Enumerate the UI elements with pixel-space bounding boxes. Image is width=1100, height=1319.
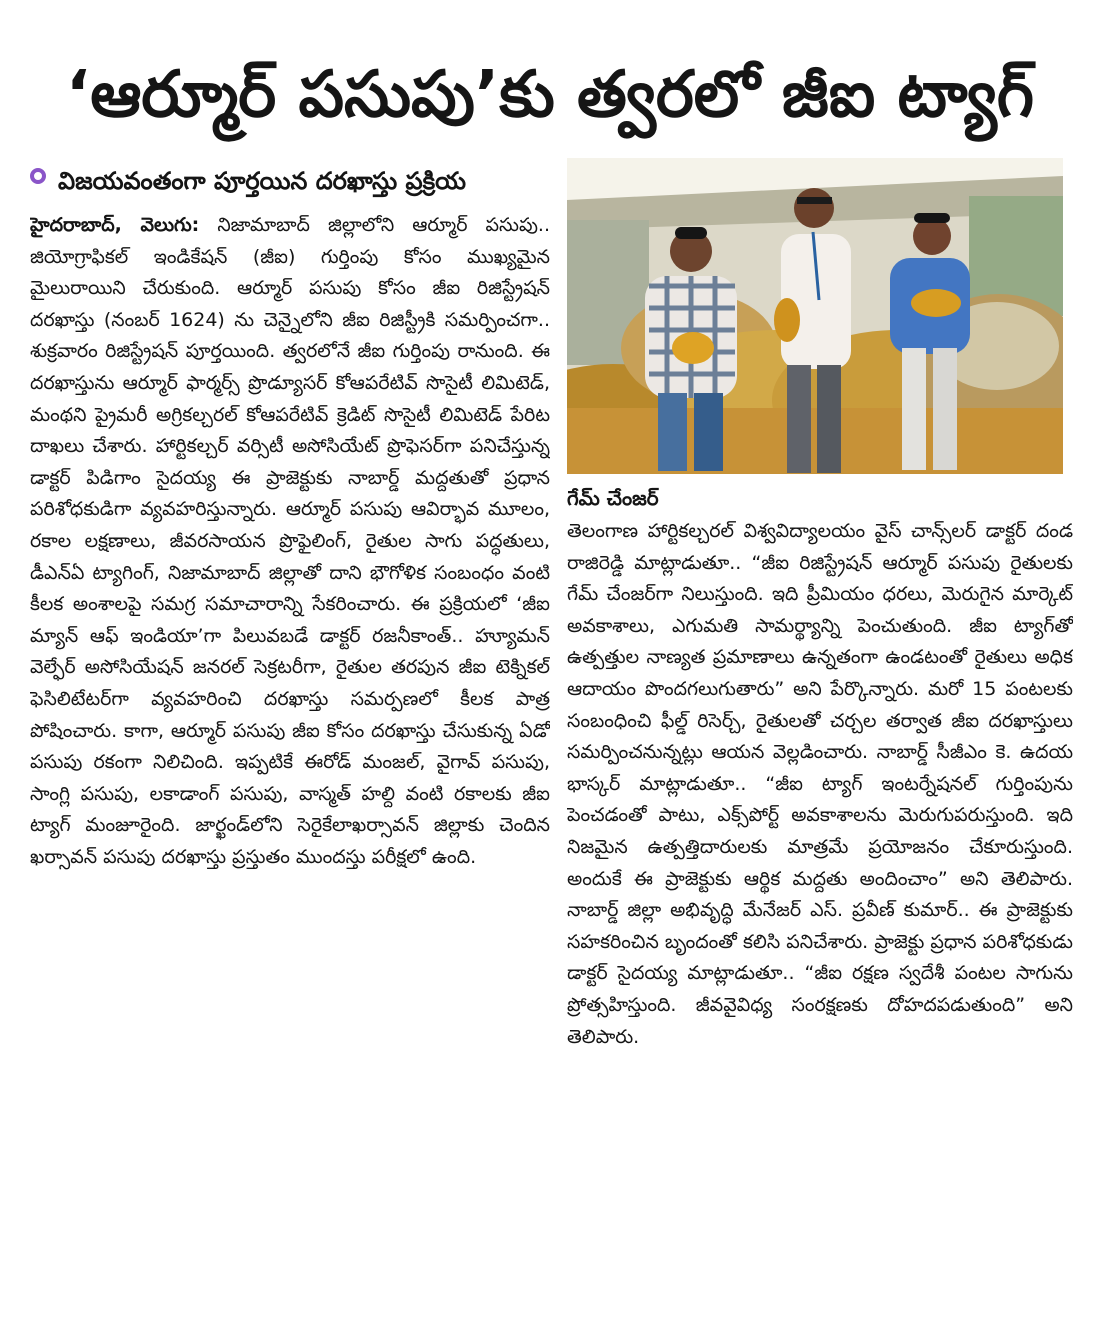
bullet-icon: [30, 168, 46, 184]
left-body: నిజామాబాద్ జిల్లాలోని ఆర్మూర్ పసుపు.. జియోగ్రాఫికల్ ఇండికేషన్ (జీఐ) గుర్తింపు కోసం ముఖ్యమైన మైలురాయిని చేరుకుంది. ఆర్మూర్ పసుపు కోసం జీఐ రిజిస్ట్రేషన్ దరఖాస్తు (నంబర్ 1624) ను చెన్నైలోని జీఐ రిజిస్ట్రీకి సమర్పించగా.. శుక్రవారం రిజిస్ట్రేషన్ పూర్తయింది. త్వరలోనే జీఐ గుర్తింపు రానుంది. ఈ దరఖాస్తును ఆర్మూర్ ఫార్మర్స్ ప్రొడ్యూసర్ కోఆపరేటివ్ సొసైటీ లిమిటెడ్, మంథని ప్రైమరీ అగ్రికల్చరల్ కోఆపరేటివ్ క్రెడిట్ సొసైటీ లిమిటెడ్ పేరిట దాఖలు చేశారు. హార్టికల్చర్ వర్సిటీ అసోసియేట్ ప్రొఫెసర్‌గా పనిచేస్తున్న డాక్టర్ పిడిగాం సైదయ్య ఈ ప్రాజెక్టుకు నాబార్డ్ మద్దతుతో ప్రధాన పరిశోధకుడిగా వ్యవహరిస్తున్నారు. ఆర్మూర్ పసుపు ఆవిర్భావ మూలం, రకాల లక్షణాలు, జీవరసాయన ప్రొఫైలింగ్, రైతుల సాగు పద్ధతులు, డీఎన్ఏ ట్యాగింగ్, నిజామాబాద్ జిల్లాతో దాని భౌగోళిక సంబంధం వంటి కీలక అంశాలపై సమగ్ర సమాచారాన్ని సేకరించారు. ఈ ప్రక్రియలో ‘జీఐ మ్యాన్ ఆఫ్ ఇండియా’గా పిలువబడే డాక్టర్ రజనీకాంత్.. హ్యూమన్ వెల్ఫేర్ అసోసియేషన్ జనరల్ సెక్రటరీగా, రైతుల తరపున జీఐ టెక్నికల్ ఫెసిలిటేటర్‌గా వ్యవహరించి దరఖాస్తు సమర్పణలో కీలక పాత్ర పోషించారు. కాగా, ఆర్మూర్ పసుపు జీఐ కోసం దరఖాస్తు చేసుకున్న ఏడో పసుపు రకంగా నిలిచింది. ఇప్పటికే ఈరోడ్ మంజల్, వైగావ్ పసుపు, సాంగ్లి పసుపు, లకాడాంగ్ పసుపు, వాస్మత్ హల్ది వంటి రకాలకు జీఐ ట్యాగ్ మంజూరైంది. జార్ఖండ్‌లోని సెరైకేలాఖర్సావన్ జిల్లాకు చెందిన ఖర్సావన్ పసుపు దరఖాస్తు ప్రస్తుతం ముందస్తు పరీక్షలో ఉంది.: [30, 214, 550, 868]
subhead: [30, 160, 550, 202]
subhead-text: విజయవంతంగా పూర్తయిన దరఖాస్తు ప్రక్రియ: [58, 167, 466, 195]
news-photo: [567, 158, 1063, 474]
dateline: హైదరాబాద్, వెలుగు:: [30, 214, 200, 236]
left-column: [30, 160, 550, 1305]
news-photo-illustration: [567, 158, 1063, 474]
right-column: [567, 158, 1073, 1308]
left-article-text: [30, 210, 550, 873]
right-body: తెలంగాణ హార్టికల్చరల్ విశ్వవిద్యాలయం వైస్ చాన్స్‌లర్ డాక్టర్ దండ రాజిరెడ్డి మాట్లాడుతూ.. “జీఐ రిజిస్ట్రేషన్ ఆర్మూర్ పసుపు రైతులకు గేమ్ చేంజర్‌గా నిలుస్తుంది. ఇది ప్రీమియం ధరలు, మెరుగైన మార్కెట్ అవకాశాలు, ఎగుమతి సామర్థ్యాన్ని పెంచుతుంది. జీఐ ట్యాగ్‌తో ఉత్పత్తుల నాణ్యత ప్రమాణాలు ఉన్నతంగా ఉండటంతో రైతులు అధిక ఆదాయం పొందగలుగుతారు” అని పేర్కొన్నారు. మరో 15 పంటలకు సంబంధించి ఫీల్డ్ రిసెర్చ్, రైతులతో చర్చల తర్వాత జీఐ దరఖాస్తులు సమర్పించనున్నట్లు ఆయన వెల్లడించారు. నాబార్డ్ సీజీఎం కె. ఉదయ భాస్కర్ మాట్లాడుతూ.. “జీఐ ట్యాగ్ ఇంటర్నేషనల్ గుర్తింపును పెంచడంతో పాటు, ఎక్స్‌పోర్ట్ అవకాశాలను మెరుగుపరుస్తుంది. ఇది నిజమైన ఉత్పత్తిదారులకు మాత్రమే ప్రయోజనం చేకూరుస్తుంది. అందుకే ఈ ప్రాజెక్టుకు ఆర్థిక మద్దతు అందించాం” అని తెలిపారు. నాబార్డ్ జిల్లా అభివృద్ధి మేనేజర్ ఎస్. ప్రవీణ్ కుమార్.. ఈ ప్రాజెక్టుకు సహకరించిన బృందంతో కలిసి పనిచేశారు. ప్రాజెక్టు ప్రధాన పరిశోధకుడు డాక్టర్ సైదయ్య మాట్లాడుతూ.. “జీఐ రక్షణ స్వదేశీ పంటల సాగును ప్రోత్సహిస్తుంది. జీవవైవిధ్య సంరక్షణకు దోహదపడుతుంది” అని తెలిపారు.: [567, 520, 1073, 1048]
headline: ‘ఆర్మూర్ పసుపు’కు త్వరలో జీఐ ట్యాగ్: [65, 58, 1035, 132]
photo-caption: గేమ్ చేంజర్: [567, 486, 659, 510]
